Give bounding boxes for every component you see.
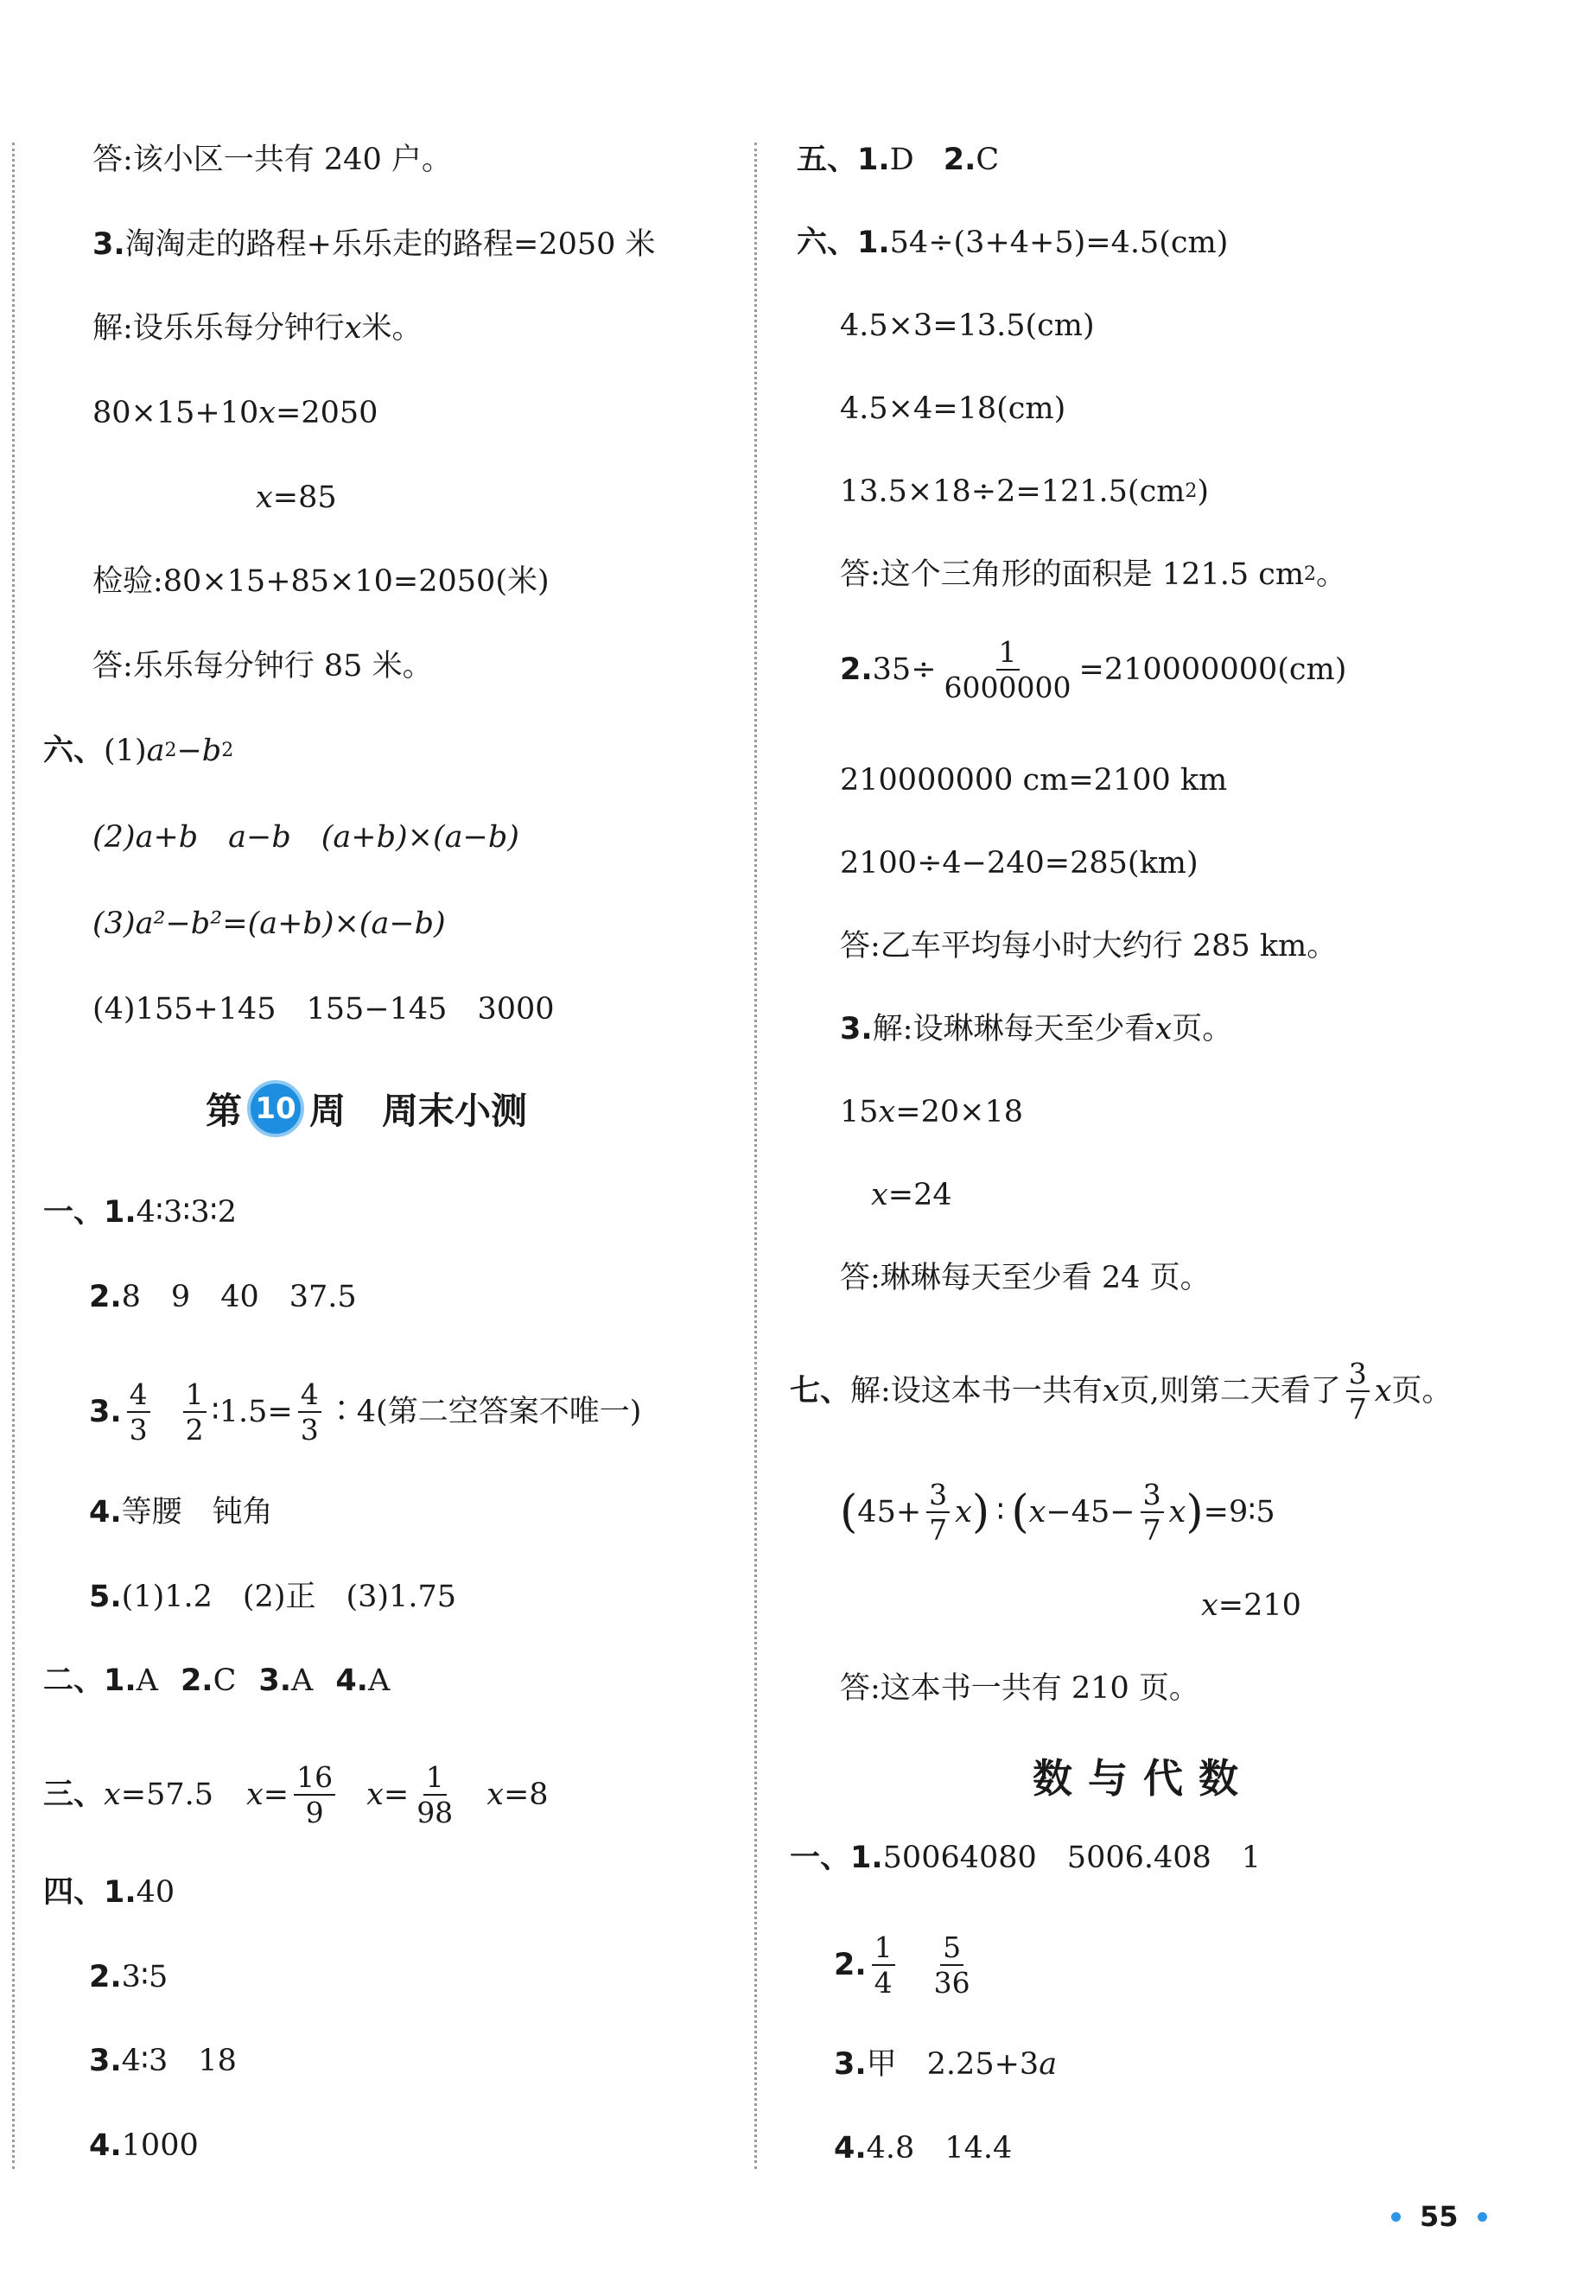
calc-line: 2100÷4−240=285(km) xyxy=(840,846,1199,881)
answer-line: 答:这本书一共有 210 页。 xyxy=(840,1671,1199,1706)
section-6-q2: 2. 35÷ $\frac{1}{6000000}$ =210000000(cm) xyxy=(840,635,1347,704)
page-number: 55 xyxy=(1372,2200,1506,2233)
section-2-answers: 二、1. A 2. C 3. A 4. A xyxy=(43,1663,391,1698)
question-3-line: 3. 淘淘走的路程+乐乐走的路程=2050 米 xyxy=(92,227,656,262)
calc-line: 210000000 cm=2100 km xyxy=(840,763,1228,798)
section-4-q4: 4. 1000 xyxy=(89,2128,199,2163)
equation-result: x =24 xyxy=(871,1178,952,1212)
fraction: $\frac{1}{2}$ xyxy=(183,1380,207,1444)
fraction: $\frac{1}{4}$ xyxy=(872,1933,895,1997)
section-5-answers: 五、1. D 2. C xyxy=(797,143,1000,177)
section-4-q3: 3. 4∶3 18 xyxy=(89,2044,237,2078)
calc-line: 4.5×3=13.5(cm) xyxy=(840,308,1095,343)
section-3-answers: 三、 x =57.5 x = $\frac{16}{9}$ x = $\frac{1}{98}$ x =8 xyxy=(43,1760,549,1829)
section-4-q2: 2. 3∶5 xyxy=(89,1960,169,1994)
bullet-dot-icon xyxy=(1391,2212,1401,2222)
algebra-q4: 4. 4.8 14.4 xyxy=(834,2131,1013,2166)
equation-line: 15 x =20×18 xyxy=(840,1095,1024,1129)
answer-line: 答:该小区一共有 240 户。 xyxy=(92,143,452,177)
fraction: $\frac{3}{7}$ xyxy=(1141,1480,1164,1544)
answer-line: 答:这个三角形的面积是 121.5 cm 2 。 xyxy=(840,557,1347,592)
algebra-q1: 一、1. 50064080 5006.408 1 xyxy=(790,1841,1262,1875)
answer-line: 答:乙车平均每小时大约行 285 km。 xyxy=(840,929,1338,964)
section-6-q1: 六、1. 54÷(3+4+5)=4.5(cm) xyxy=(797,226,1229,260)
answer-line: 答:琳琳每天至少看 24 页。 xyxy=(840,1261,1211,1295)
fraction: $\frac{4}{3}$ xyxy=(298,1380,321,1444)
week-number-badge: 10 xyxy=(247,1080,304,1137)
quiz-q4: 4. 等腰 钝角 xyxy=(89,1495,273,1530)
section-6-line-3: (3)a²−b²=(a+b)×(a−b) xyxy=(92,906,446,941)
fraction: $\frac{3}{7}$ xyxy=(1346,1359,1370,1423)
week-heading: 第 10 周 周末小测 xyxy=(206,1080,527,1137)
left-margin-divider xyxy=(12,143,15,2169)
check-line: 检验:80×15+85×10=2050(米) xyxy=(92,564,550,599)
fraction: $\frac{3}{7}$ xyxy=(926,1480,950,1544)
fraction: $\frac{1}{98}$ xyxy=(416,1760,454,1829)
fraction: $\frac{16}{9}$ xyxy=(294,1763,335,1827)
solution-setup: 解:设乐乐每分钟行 x 米。 xyxy=(92,311,423,346)
section-6-line-1: 六、 (1) a 2 − b 2 xyxy=(43,734,234,768)
calc-line: 13.5×18÷2=121.5(cm 2 ) xyxy=(840,474,1210,509)
section-7-setup: 七、 解:设这本书一共有 x 页,则第二天看了 $\frac{3}{7}$ x 页。 xyxy=(790,1357,1453,1426)
section-4-q1: 四、1. 40 xyxy=(43,1875,175,1910)
bullet-dot-icon xyxy=(1478,2212,1487,2222)
section-6-line-4: (4)155+145 155−145 3000 xyxy=(92,992,555,1027)
algebra-q3: 3. 甲 2.25+3 a xyxy=(834,2047,1058,2082)
equation-result: x =210 xyxy=(1201,1588,1301,1623)
answer-line: 答:乐乐每分钟行 85 米。 xyxy=(92,649,433,684)
section-heading-number-and-algebra: 数与代数 xyxy=(1033,1755,1254,1802)
quiz-q3: 3. $\frac{4}{3}$ $\frac{1}{2}$ ∶1.5= $\frac{4}{3}$ ∶4(第二空答案不唯一) xyxy=(89,1377,642,1447)
equation-result: x =85 xyxy=(256,480,337,515)
quiz-q2: 2. 8 9 40 37.5 xyxy=(89,1280,357,1314)
section-6-line-2: (2)a+b a−b (a+b)×(a−b) xyxy=(92,820,519,855)
fraction: $\frac{1}{6000000}$ xyxy=(944,635,1071,704)
fraction: $\frac{5}{36}$ xyxy=(933,1930,970,2000)
section-7-equation: ( 45+ $\frac{3}{7}$ x ) ∶ ( x −45− $\frac{3}{7}$ x ) =9∶5 xyxy=(840,1478,1275,1547)
equation-line: 80×15+10 x =2050 xyxy=(92,396,378,430)
column-divider xyxy=(754,143,757,2169)
quiz-q1: 一、1. 4∶3∶3∶2 xyxy=(43,1195,238,1230)
calc-line: 4.5×4=18(cm) xyxy=(840,391,1066,426)
fraction: $\frac{4}{3}$ xyxy=(127,1380,150,1444)
algebra-q2: 2. $\frac{1}{4}$ $\frac{5}{36}$ xyxy=(834,1933,978,1997)
quiz-q5: 5. (1)1.2 (2)正 (3)1.75 xyxy=(89,1580,456,1614)
section-6-q3: 3. 解:设琳琳每天至少看 x 页。 xyxy=(840,1012,1233,1046)
